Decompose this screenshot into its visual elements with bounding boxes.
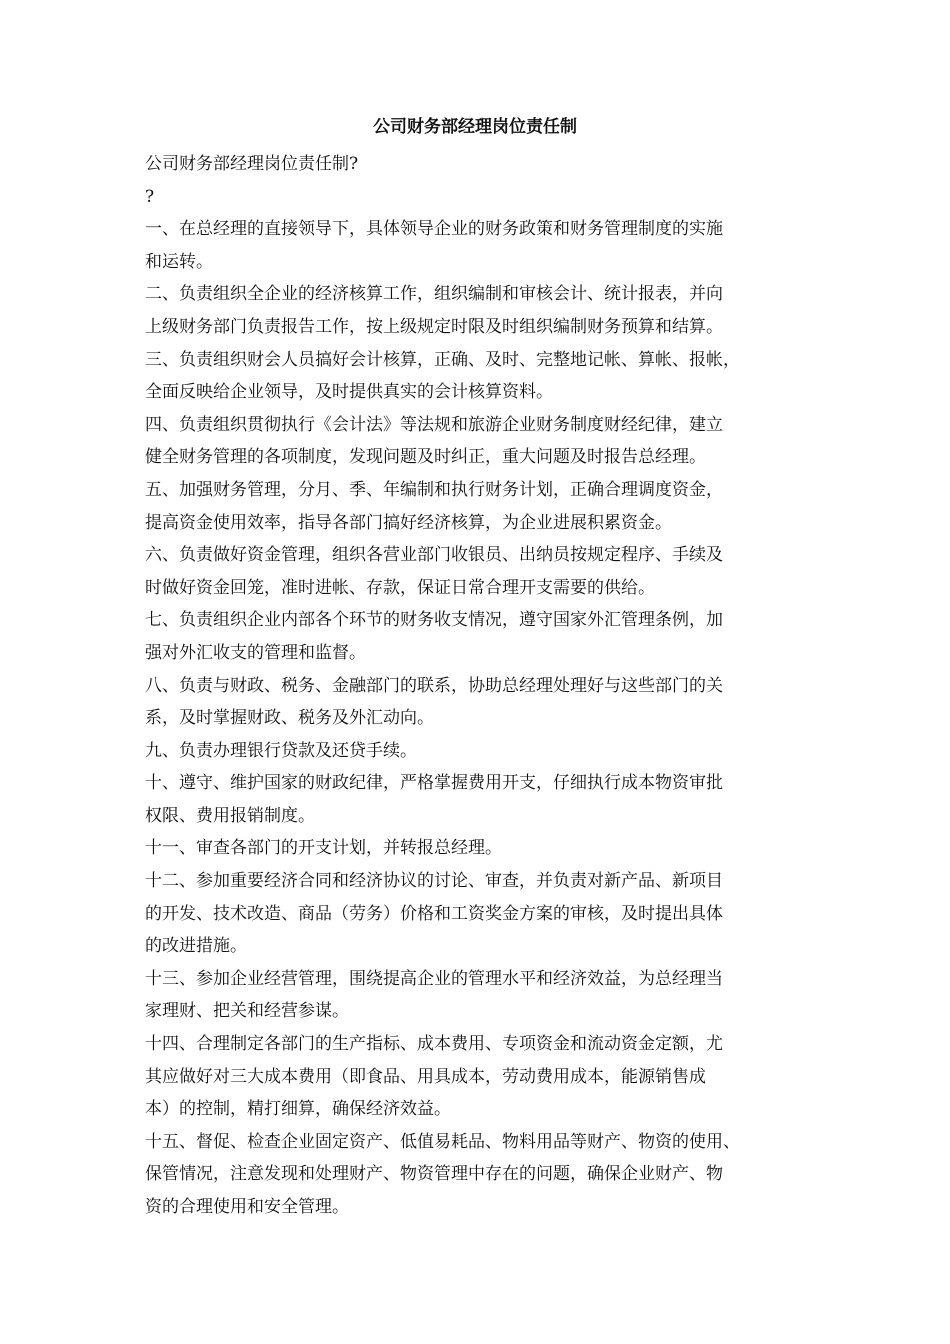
body-line: 九、负责办理银行贷款及还贷手续。 bbox=[145, 740, 417, 761]
body-line: 系，及时掌握财政、税务及外汇动向。 bbox=[145, 708, 434, 729]
body-line: 三、负责组织财会人员搞好会计核算，正确、及时、完整地记帐、算帐、报帐， bbox=[145, 349, 740, 370]
body-line: 保管情况，注意发现和处理财产、物资管理中存在的问题，确保企业财产、物 bbox=[145, 1164, 723, 1185]
body-line: 十五、督促、检查企业固定资产、低值易耗品、物料用品等财产、物资的使用、 bbox=[145, 1131, 740, 1152]
body-line: 十二、参加重要经济合同和经济协议的讨论、审查，并负责对新产品、新项目 bbox=[145, 871, 723, 892]
body-line: 四、负责组织贯彻执行《会计法》等法规和旅游企业财务制度财经纪律，建立 bbox=[145, 414, 723, 435]
body-line: 资的合理使用和安全管理。 bbox=[145, 1197, 349, 1217]
body-line: 公司财务部经理岗位责任制? bbox=[145, 154, 359, 174]
body-line: ? bbox=[145, 186, 155, 207]
body-line: 本）的控制，精打细算，确保经济效益。 bbox=[145, 1099, 451, 1120]
body-line: 十一、审查各部门的开支计划，并转报总经理。 bbox=[145, 838, 502, 859]
body-line: 健全财务管理的各项制度，发现问题及时纠正，重大问题及时报告总经理。 bbox=[145, 447, 706, 468]
body-line: 十、遵守、维护国家的财政纪律，严格掌握费用开支，仔细执行成本物资审批 bbox=[145, 773, 723, 794]
body-line: 家理财、把关和经营参谋。 bbox=[145, 1001, 349, 1022]
body-line: 五、加强财务管理，分月、季、年编制和执行财务计划，正确合理调度资金， bbox=[145, 479, 723, 500]
body-line: 七、负责组织企业内部各个环节的财务收支情况，遵守国家外汇管理条例，加 bbox=[145, 610, 723, 631]
body-line: 六、负责做好资金管理，组织各营业部门收银员、出纳员按规定程序、手续及 bbox=[145, 545, 723, 566]
body-line: 八、负责与财政、税务、金融部门的联系，协助总经理处理好与这些部门的关 bbox=[145, 675, 723, 696]
document-title: 公司财务部经理岗位责任制 bbox=[373, 117, 577, 137]
document-body bbox=[145, 148, 805, 1224]
body-line: 时做好资金回笼，准时进帐、存款，保证日常合理开支需要的供给。 bbox=[145, 577, 655, 598]
body-line: 十四、合理制定各部门的生产指标、成本费用、专项资金和流动资金定额，尤 bbox=[145, 1034, 723, 1055]
body-line: 上级财务部门负责报告工作，按上级规定时限及时组织编制财务预算和结算。 bbox=[145, 316, 723, 337]
body-line: 全面反映给企业领导，及时提供真实的会计核算资料。 bbox=[145, 382, 553, 403]
body-line: 的改进措施。 bbox=[145, 936, 247, 957]
body-line: 强对外汇收支的管理和监督。 bbox=[145, 642, 366, 663]
body-line: 其应做好对三大成本费用（即食品、用具成本，劳动费用成本，能源销售成 bbox=[145, 1066, 706, 1087]
body-line: 一、在总经理的直接领导下，具体领导企业的财务政策和财务管理制度的实施 bbox=[145, 219, 723, 240]
body-line: 权限、费用报销制度。 bbox=[145, 805, 315, 826]
body-line: 二、负责组织全企业的经济核算工作，组织编制和审核会计、统计报表，并向 bbox=[145, 284, 723, 305]
body-line: 的开发、技术改造、商品（劳务）价格和工资奖金方案的审核，及时提出具体 bbox=[145, 903, 723, 924]
body-line: 提高资金使用效率，指导各部门搞好经济核算，为企业进展积累资金。 bbox=[145, 512, 672, 533]
body-line: 和运转。 bbox=[145, 251, 213, 272]
body-line: 十三、参加企业经营管理，围绕提高企业的管理水平和经济效益，为总经理当 bbox=[145, 968, 723, 989]
